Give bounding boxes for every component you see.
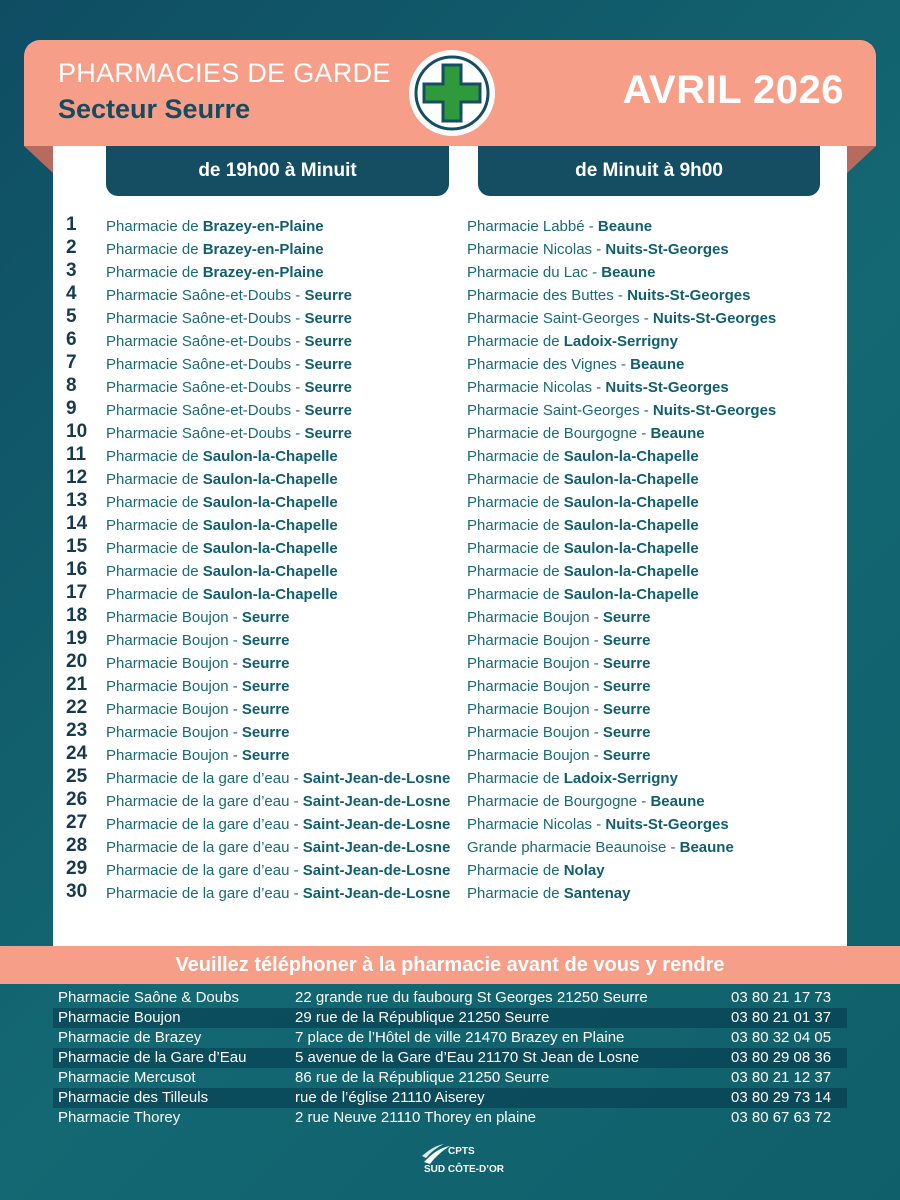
evening-pharmacy-town: Saulon-la-Chapelle (202, 563, 338, 580)
evening-pharmacy-name: Pharmacie de la gare d’eau - (106, 885, 303, 902)
schedule-row (0, 676, 900, 699)
night-pharmacy-town: Ladoix-Serrigny (563, 770, 678, 787)
night-pharmacy-name: Pharmacie de (467, 517, 564, 534)
schedule-row (0, 354, 900, 377)
schedule-row (0, 584, 900, 607)
schedule-row (0, 768, 900, 791)
night-pharmacy-name: Pharmacie des Vignes - (467, 356, 631, 373)
day-number: 15 (66, 536, 88, 557)
night-pharmacy (467, 241, 729, 258)
night-pharmacy-town: Nuits-St-Georges (605, 241, 729, 258)
night-pharmacy-town: Beaune (650, 425, 705, 442)
night-pharmacy-name: Pharmacie Boujon - (467, 655, 603, 672)
contact-name: Pharmacie des Tilleuls (58, 1089, 209, 1106)
evening-pharmacy-town: Saulon-la-Chapelle (202, 471, 338, 488)
evening-pharmacy (106, 356, 352, 373)
night-pharmacy-town: Beaune (650, 793, 705, 810)
logo-text-sub: SUD CÔTE-D’OR (424, 1164, 504, 1175)
day-number: 25 (66, 766, 88, 787)
schedule-row (0, 239, 900, 262)
evening-pharmacy-name: Pharmacie Saône-et-Doubs - (106, 287, 305, 304)
night-pharmacy-name: Pharmacie de (467, 540, 564, 557)
night-pharmacy-name: Pharmacie Boujon - (467, 678, 603, 695)
night-pharmacy-town: Nuits-St-Georges (605, 379, 729, 396)
schedule-row (0, 285, 900, 308)
night-pharmacy-town: Saulon-la-Chapelle (563, 494, 699, 511)
contact-name: Pharmacie de la Gare d’Eau (58, 1049, 247, 1066)
evening-pharmacy-town: Seurre (304, 310, 352, 327)
contact-row (53, 1068, 847, 1088)
evening-pharmacy (106, 264, 324, 281)
night-pharmacy (467, 310, 776, 327)
evening-pharmacy-town: Brazey-en-Plaine (202, 264, 324, 281)
evening-pharmacy (106, 724, 289, 741)
day-number: 4 (66, 283, 77, 304)
day-number: 1 (66, 214, 77, 235)
day-number: 30 (66, 881, 88, 902)
contact-address: rue de l’église 21110 Aiserey (295, 1089, 485, 1106)
evening-pharmacy-town: Saulon-la-Chapelle (202, 494, 338, 511)
night-pharmacy (467, 563, 699, 580)
evening-pharmacy-town: Brazey-en-Plaine (202, 218, 324, 235)
schedule-row (0, 607, 900, 630)
evening-pharmacy-town: Seurre (241, 724, 290, 741)
day-number: 18 (66, 605, 88, 626)
night-pharmacy-name: Pharmacie Nicolas - (467, 379, 606, 396)
day-number: 9 (66, 398, 77, 419)
night-pharmacy (467, 356, 684, 373)
day-number: 28 (66, 835, 88, 856)
evening-pharmacy-town: Seurre (304, 379, 352, 396)
header-title: PHARMACIES DE GARDE (58, 58, 391, 88)
night-pharmacy (467, 402, 776, 419)
day-number: 26 (66, 789, 88, 810)
evening-pharmacy (106, 333, 352, 350)
evening-pharmacy-town: Seurre (304, 333, 352, 350)
evening-pharmacy-town: Saint-Jean-de-Losne (302, 793, 451, 810)
schedule-row (0, 722, 900, 745)
day-number: 16 (66, 559, 88, 580)
evening-pharmacy (106, 563, 338, 580)
contact-row (53, 1028, 847, 1048)
evening-pharmacy-town: Saulon-la-Chapelle (202, 448, 338, 465)
evening-pharmacy (106, 218, 324, 235)
evening-pharmacy-name: Pharmacie Boujon - (106, 724, 242, 741)
day-number: 24 (66, 743, 88, 764)
night-pharmacy (467, 885, 630, 902)
banner-fold-right (846, 146, 876, 174)
evening-pharmacy (106, 885, 450, 902)
night-pharmacy (467, 379, 729, 396)
evening-pharmacy (106, 517, 338, 534)
night-pharmacy-name: Pharmacie Nicolas - (467, 816, 606, 833)
day-number: 10 (66, 421, 88, 442)
day-number: 17 (66, 582, 88, 603)
schedule-row (0, 216, 900, 239)
contact-row (53, 988, 847, 1008)
warning-banner: Veuillez téléphoner à la pharmacie avant de vous y rendre (0, 946, 900, 984)
evening-pharmacy-name: Pharmacie de la gare d’eau - (106, 816, 303, 833)
evening-pharmacy-town: Seurre (304, 356, 352, 373)
evening-pharmacy-town: Brazey-en-Plaine (202, 241, 324, 258)
evening-pharmacy-town: Saulon-la-Chapelle (202, 517, 338, 534)
evening-pharmacy-town: Saint-Jean-de-Losne (302, 816, 451, 833)
evening-pharmacy-town: Seurre (304, 425, 352, 442)
schedule-row (0, 423, 900, 446)
night-pharmacy-name: Pharmacie Saint-Georges - (467, 402, 653, 419)
evening-pharmacy-name: Pharmacie Saône-et-Doubs - (106, 402, 305, 419)
night-pharmacy-name: Pharmacie Boujon - (467, 747, 603, 764)
night-pharmacy (467, 655, 650, 672)
night-pharmacy-name: Pharmacie de (467, 494, 564, 511)
evening-pharmacy-name: Pharmacie de (106, 471, 203, 488)
evening-pharmacy-name: Pharmacie de (106, 241, 203, 258)
evening-pharmacy-name: Pharmacie Saône-et-Doubs - (106, 425, 305, 442)
night-pharmacy-town: Ladoix-Serrigny (563, 333, 678, 350)
night-pharmacy-name: Pharmacie de Bourgogne - (467, 425, 651, 442)
schedule-row (0, 331, 900, 354)
night-pharmacy (467, 471, 699, 488)
evening-pharmacy (106, 839, 450, 856)
month-label: AVRIL 2026 (622, 68, 844, 112)
schedule-row (0, 791, 900, 814)
contact-name: Pharmacie Mercusot (58, 1069, 196, 1086)
night-pharmacy (467, 770, 678, 787)
night-pharmacy-name: Pharmacie Boujon - (467, 632, 603, 649)
schedule-row (0, 837, 900, 860)
evening-pharmacy-name: Pharmacie Boujon - (106, 632, 242, 649)
day-number: 8 (66, 375, 77, 396)
night-pharmacy-town: Seurre (602, 724, 651, 741)
evening-pharmacy-name: Pharmacie de (106, 218, 203, 235)
contact-phone[interactable]: 03 80 21 17 73 (731, 989, 832, 1006)
evening-pharmacy-town: Saint-Jean-de-Losne (302, 885, 451, 902)
night-pharmacy (467, 609, 650, 626)
night-pharmacy (467, 218, 652, 235)
evening-pharmacy (106, 609, 289, 626)
evening-pharmacy (106, 586, 338, 603)
night-pharmacy (467, 287, 750, 304)
evening-pharmacy-town: Seurre (241, 701, 290, 718)
schedule-row (0, 860, 900, 883)
evening-pharmacy-name: Pharmacie de la gare d’eau - (106, 862, 303, 879)
evening-pharmacy-name: Pharmacie de (106, 563, 203, 580)
day-number: 13 (66, 490, 88, 511)
evening-pharmacy-name: Pharmacie Boujon - (106, 747, 242, 764)
night-pharmacy-town: Saulon-la-Chapelle (563, 586, 699, 603)
evening-pharmacy-town: Saulon-la-Chapelle (202, 586, 338, 603)
day-number: 14 (66, 513, 88, 534)
night-pharmacy (467, 425, 705, 442)
evening-pharmacy-name: Pharmacie Saône-et-Doubs - (106, 333, 305, 350)
evening-pharmacy (106, 471, 338, 488)
day-number: 27 (66, 812, 88, 833)
evening-pharmacy (106, 310, 352, 327)
evening-pharmacy-name: Pharmacie Saône-et-Doubs - (106, 379, 305, 396)
night-pharmacy-name: Pharmacie des Buttes - (467, 287, 628, 304)
night-pharmacy-town: Beaune (630, 356, 685, 373)
evening-pharmacy-town: Seurre (241, 609, 290, 626)
night-pharmacy-name: Pharmacie de (467, 333, 564, 350)
day-number: 29 (66, 858, 88, 879)
contact-name: Pharmacie Thorey (58, 1109, 181, 1126)
night-pharmacy-name: Pharmacie de (467, 563, 564, 580)
day-number: 5 (66, 306, 77, 327)
night-pharmacy (467, 862, 605, 879)
evening-pharmacy-town: Seurre (304, 402, 352, 419)
evening-pharmacy-town: Saulon-la-Chapelle (202, 540, 338, 557)
evening-pharmacy (106, 678, 289, 695)
night-pharmacy-name: Pharmacie de (467, 885, 564, 902)
night-pharmacy-name: Pharmacie de (467, 471, 564, 488)
night-pharmacy (467, 816, 729, 833)
evening-pharmacy-name: Pharmacie Saône-et-Doubs - (106, 356, 305, 373)
pharmacy-cross-icon (407, 48, 497, 138)
night-pharmacy (467, 839, 734, 856)
night-pharmacy (467, 724, 650, 741)
night-pharmacy-town: Seurre (602, 609, 651, 626)
evening-pharmacy-town: Seurre (241, 678, 290, 695)
day-number: 20 (66, 651, 88, 672)
night-pharmacy-name: Pharmacie Boujon - (467, 701, 603, 718)
schedule-row (0, 630, 900, 653)
evening-pharmacy (106, 770, 450, 787)
schedule-row (0, 308, 900, 331)
logo-text-cpts: CPTS (448, 1146, 475, 1157)
evening-pharmacy-name: Pharmacie de (106, 448, 203, 465)
schedule-row (0, 814, 900, 837)
contact-phone[interactable]: 03 80 67 63 72 (731, 1109, 832, 1126)
evening-pharmacy-town: Seurre (241, 632, 290, 649)
evening-pharmacy-name: Pharmacie Boujon - (106, 678, 242, 695)
evening-pharmacy (106, 241, 324, 258)
night-pharmacy-town: Santenay (563, 885, 631, 902)
evening-pharmacy-name: Pharmacie Saône-et-Doubs - (106, 310, 305, 327)
evening-pharmacy (106, 425, 352, 442)
night-pharmacy-town: Saulon-la-Chapelle (563, 517, 699, 534)
contact-row (53, 1048, 847, 1068)
night-pharmacy-name: Pharmacie du Lac - (467, 264, 602, 281)
night-pharmacy-town: Beaune (601, 264, 656, 281)
evening-pharmacy (106, 448, 338, 465)
night-pharmacy-name: Grande pharmacie Beaunoise - (467, 839, 680, 856)
evening-pharmacy (106, 816, 450, 833)
night-pharmacy-town: Seurre (602, 655, 651, 672)
day-number: 21 (66, 674, 88, 695)
evening-pharmacy (106, 287, 352, 304)
night-pharmacy-name: Pharmacie de (467, 586, 564, 603)
evening-pharmacy (106, 747, 289, 764)
evening-pharmacy-name: Pharmacie de la gare d’eau - (106, 770, 303, 787)
schedule-row (0, 515, 900, 538)
night-pharmacy (467, 678, 650, 695)
schedule-row (0, 400, 900, 423)
night-pharmacy-name: Pharmacie Boujon - (467, 609, 603, 626)
banner-fold-left (24, 146, 54, 174)
schedule-row (0, 653, 900, 676)
contact-row (53, 1088, 847, 1108)
night-pharmacy-town: Saulon-la-Chapelle (563, 471, 699, 488)
night-pharmacy-name: Pharmacie Saint-Georges - (467, 310, 653, 327)
night-pharmacy-town: Saulon-la-Chapelle (563, 448, 699, 465)
contact-phone[interactable]: 03 80 21 01 37 (731, 1009, 832, 1026)
night-pharmacy (467, 701, 650, 718)
night-pharmacy (467, 747, 650, 764)
evening-pharmacy (106, 540, 338, 557)
day-number: 3 (66, 260, 77, 281)
schedule-row (0, 561, 900, 584)
evening-pharmacy (106, 379, 352, 396)
night-pharmacy-town: Saulon-la-Chapelle (563, 540, 699, 557)
night-pharmacy-name: Pharmacie de Bourgogne - (467, 793, 651, 810)
night-pharmacy-name: Pharmacie de (467, 770, 564, 787)
evening-pharmacy-town: Saint-Jean-de-Losne (302, 770, 451, 787)
header-subtitle: Secteur Seurre (58, 94, 251, 124)
schedule-row (0, 377, 900, 400)
contact-name: Pharmacie Boujon (58, 1009, 181, 1026)
evening-pharmacy-town: Saint-Jean-de-Losne (302, 862, 451, 879)
column-header-evening: de 19h00 à Minuit (106, 146, 449, 196)
night-pharmacy-town: Beaune (679, 839, 734, 856)
contact-name: Pharmacie de Brazey (58, 1029, 202, 1046)
schedule-row (0, 883, 900, 906)
evening-pharmacy-name: Pharmacie de (106, 586, 203, 603)
schedule-row (0, 699, 900, 722)
contact-row (53, 1008, 847, 1028)
contact-address: 2 rue Neuve 21110 Thorey en plaine (295, 1109, 537, 1126)
day-number: 6 (66, 329, 77, 350)
evening-pharmacy (106, 701, 289, 718)
evening-pharmacy-name: Pharmacie Boujon - (106, 701, 242, 718)
night-pharmacy (467, 517, 699, 534)
evening-pharmacy-town: Saint-Jean-de-Losne (302, 839, 451, 856)
night-pharmacy-name: Pharmacie de (467, 448, 564, 465)
night-pharmacy-town: Nuits-St-Georges (652, 310, 777, 327)
schedule-row (0, 745, 900, 768)
contact-phone[interactable]: 03 80 29 73 14 (731, 1089, 832, 1106)
evening-pharmacy-town: Seurre (241, 747, 290, 764)
evening-pharmacy-name: Pharmacie de la gare d’eau - (106, 839, 303, 856)
contact-phone[interactable]: 03 80 21 12 37 (731, 1069, 832, 1086)
day-number: 23 (66, 720, 88, 741)
evening-pharmacy-name: Pharmacie de (106, 494, 203, 511)
contact-phone[interactable]: 03 80 29 08 36 (731, 1049, 832, 1066)
evening-pharmacy-name: Pharmacie de (106, 540, 203, 557)
evening-pharmacy (106, 494, 338, 511)
contact-address: 7 place de l’Hôtel de ville 21470 Brazey en Plaine (295, 1029, 625, 1046)
night-pharmacy (467, 264, 655, 281)
column-header-night: de Minuit à 9h00 (478, 146, 820, 196)
schedule-row (0, 469, 900, 492)
night-pharmacy-name: Pharmacie Labbé - (467, 218, 598, 235)
night-pharmacy-town: Nolay (563, 862, 605, 879)
night-pharmacy-name: Pharmacie Nicolas - (467, 241, 606, 258)
night-pharmacy (467, 333, 678, 350)
day-number: 7 (66, 352, 77, 373)
night-pharmacy-name: Pharmacie de (467, 862, 564, 879)
cpts-logo (416, 1142, 504, 1182)
schedule-row (0, 538, 900, 561)
evening-pharmacy-name: Pharmacie Boujon - (106, 655, 242, 672)
night-pharmacy (467, 793, 705, 810)
contact-row (53, 1108, 847, 1128)
night-pharmacy-town: Nuits-St-Georges (605, 816, 729, 833)
night-pharmacy-town: Saulon-la-Chapelle (563, 563, 699, 580)
contact-name: Pharmacie Saône & Doubs (58, 989, 239, 1006)
evening-pharmacy-name: Pharmacie Boujon - (106, 609, 242, 626)
night-pharmacy-name: Pharmacie Boujon - (467, 724, 603, 741)
night-pharmacy (467, 448, 699, 465)
evening-pharmacy-name: Pharmacie de (106, 517, 203, 534)
schedule-row (0, 492, 900, 515)
day-number: 12 (66, 467, 88, 488)
evening-pharmacy-name: Pharmacie de la gare d’eau - (106, 793, 303, 810)
night-pharmacy-town: Beaune (597, 218, 653, 235)
evening-pharmacy-town: Seurre (304, 287, 352, 304)
night-pharmacy-town: Nuits-St-Georges (627, 287, 751, 304)
day-number: 11 (66, 444, 87, 465)
night-pharmacy (467, 586, 699, 603)
evening-pharmacy (106, 655, 289, 672)
contact-address: 29 rue de la République 21250 Seurre (295, 1009, 550, 1026)
schedule-row (0, 262, 900, 285)
night-pharmacy-town: Seurre (602, 701, 651, 718)
contact-address: 5 avenue de la Gare d’Eau 21170 St Jean de Losne (295, 1049, 640, 1066)
night-pharmacy-town: Nuits-St-Georges (652, 402, 777, 419)
contact-address: 22 grande rue du faubourg St Georges 21250 Seurre (295, 989, 648, 1006)
day-number: 2 (66, 237, 77, 258)
day-number: 19 (66, 628, 88, 649)
contact-phone[interactable]: 03 80 32 04 05 (731, 1029, 832, 1046)
header-banner (24, 40, 876, 146)
day-number: 22 (66, 697, 88, 718)
night-pharmacy-town: Seurre (602, 632, 651, 649)
night-pharmacy (467, 540, 699, 557)
night-pharmacy-town: Seurre (602, 678, 651, 695)
night-pharmacy (467, 632, 650, 649)
contact-address: 86 rue de la République 21250 Seurre (295, 1069, 550, 1086)
night-pharmacy (467, 494, 699, 511)
evening-pharmacy-town: Seurre (241, 655, 290, 672)
night-pharmacy-town: Seurre (602, 747, 651, 764)
evening-pharmacy (106, 632, 289, 649)
evening-pharmacy-name: Pharmacie de (106, 264, 203, 281)
schedule-row (0, 446, 900, 469)
evening-pharmacy (106, 862, 450, 879)
evening-pharmacy (106, 793, 450, 810)
evening-pharmacy (106, 402, 352, 419)
